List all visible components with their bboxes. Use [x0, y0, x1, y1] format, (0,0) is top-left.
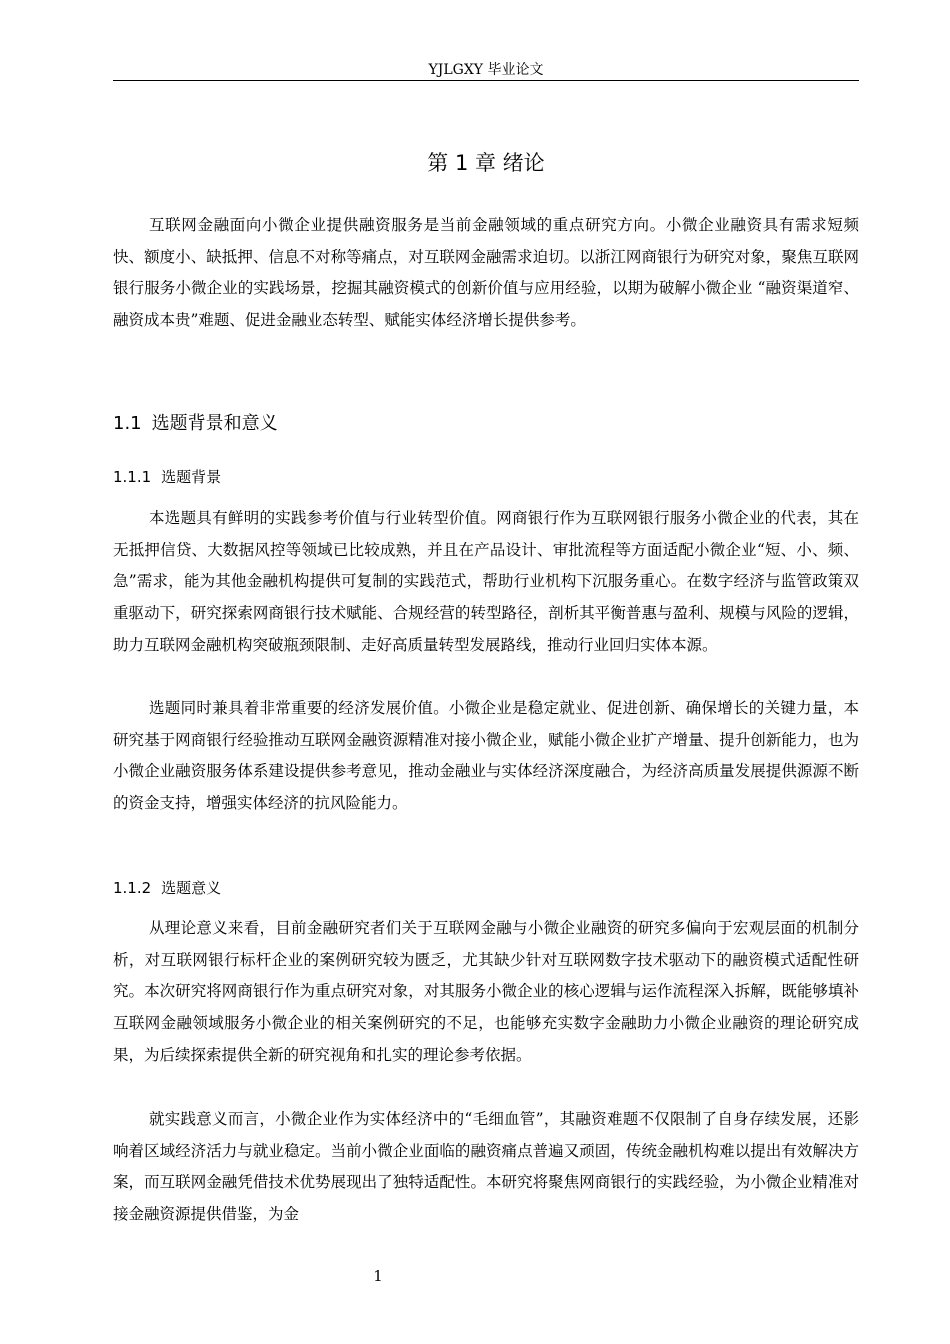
significance-paragraph-2: 就实践意义而言，小微企业作为实体经济中的“毛细血管”，其融资难题不仅限制了自身存续发展，还影响着区域经济活力与就业稳定。当前小微企业面临的融资痛点普遍又顽固，传统金融机构难以提出有效解决方案，而互联网金融凭借技术优势展现出了独特适配性。本研究将聚焦网商银行的实践经验，为小微企业精准对接金融资源提供借鉴，为金 — [113, 1110, 859, 1224]
section-heading-1-1 — [113, 410, 278, 438]
subsection-heading-1-1-1 — [113, 465, 221, 489]
subsection-heading-1-1-2 — [113, 876, 221, 900]
background-paragraph-1: 本选题具有鲜明的实践参考价值与行业转型价值。网商银行作为互联网银行服务小微企业的代表，其在无抵押信贷、大数据风控等领域已比较成熟，并且在产品设计、审批流程等方面适配小微企业“短、小、频、急”需求，能为其他金融机构提供可复制的实践范式，帮助行业机构下沉服务重心。在数字经济与监管政策双重驱动下，研究探索网商银行技术赋能、合规经营的转型路径，剖析其平衡普惠与盈利、规模与风险的逻辑，助力互联网金融机构突破瓶颈限制、走好高质量转型发展路线，推动行业回归实体本源。 — [113, 509, 859, 654]
chapter-title: 第 1 章 绪论 — [427, 151, 545, 175]
background-paragraph-2: 选题同时兼具着非常重要的经济发展价值。小微企业是稳定就业、促进创新、确保增长的关键力量，本研究基于网商银行经验推动互联网金融资源精准对接小微企业，赋能小微企业扩产增量、提升创新能力，也为小微企业融资服务体系建设提供参考意见，推动金融业与实体经济深度融合，为经济高质量发展提供源源不断的资金支持，增强实体经济的抗风险能力。 — [113, 699, 859, 813]
subsection-title: 选题背景 — [161, 468, 222, 486]
page-number: 1 — [373, 1267, 383, 1285]
intro-paragraph: 互联网金融面向小微企业提供融资服务是当前金融领域的重点研究方向。小微企业融资具有需求短频快、额度小、缺抵押、信息不对称等痛点，对互联网金融需求迫切。以浙江网商银行为研究对象，聚焦互联网银行服务小微企业的实践场景，挖掘其融资模式的创新价值与应用经验，以期为破解小微企业 “融资渠道窄、融资成本贵”难题、促进金融业态转型、赋能实体经济增长提供参考。 — [113, 216, 859, 330]
significance-paragraph-1: 从理论意义来看，目前金融研究者们关于互联网金融与小微企业融资的研究多偏向于宏观层面的机制分析，对互联网银行标杆企业的案例研究较为匮乏，尤其缺少针对互联网数字技术驱动下的融资模式适配性研究。本次研究将网商银行作为重点研究对象，对其服务小微企业的核心逻辑与运作流程深入拆解，既能够填补互联网金融领域服务小微企业的相关案例研究的不足，也能够充实数字金融助力小微企业融资的理论研究成果，为后续探索提供全新的研究视角和扎实的理论参考依据。 — [113, 919, 859, 1064]
section-title: 选题背景和意义 — [151, 413, 278, 434]
subsection-number: 1.1.1 — [113, 468, 152, 486]
section-number: 1.1 — [113, 413, 142, 434]
subsection-title: 选题意义 — [161, 879, 222, 897]
running-header: YJLGXY 毕业论文 — [113, 60, 859, 81]
subsection-number: 1.1.2 — [113, 879, 152, 897]
